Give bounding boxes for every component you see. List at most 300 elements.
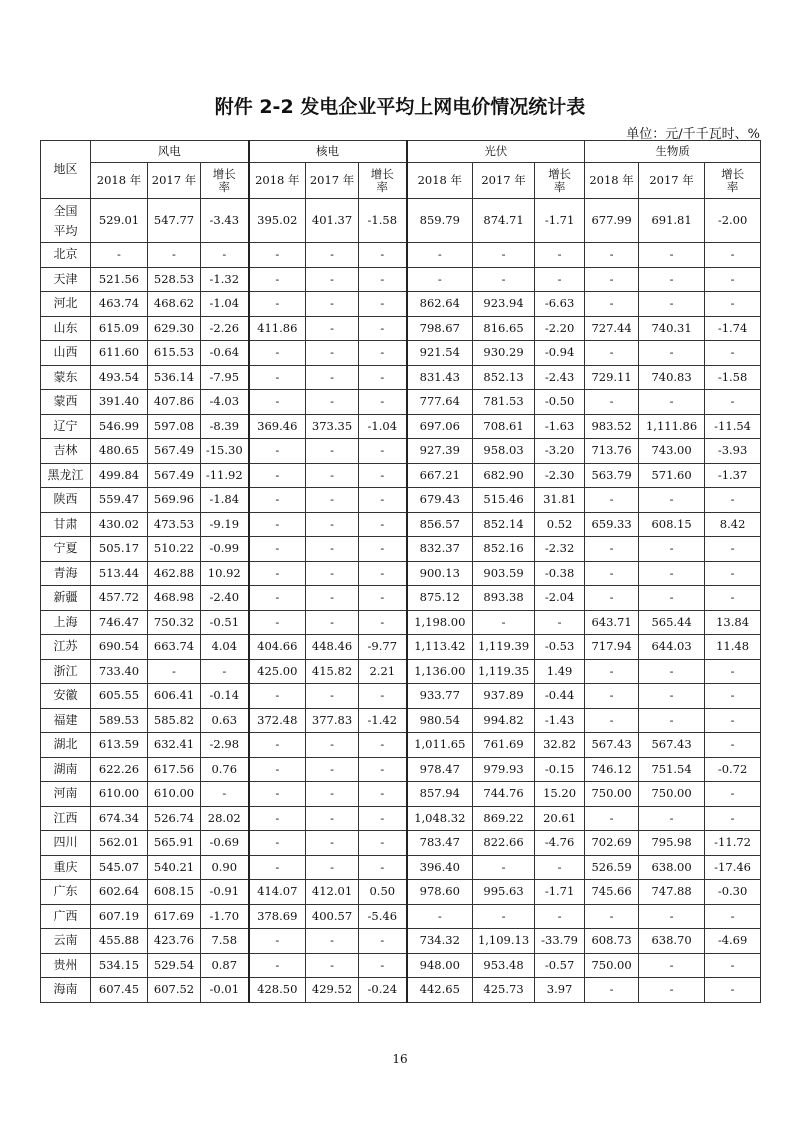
value-cell-solar-2017: 903.59 — [473, 561, 535, 586]
value-cell-biomass-2018: - — [585, 390, 639, 415]
value-cell-solar-growth: -1.71 — [535, 199, 585, 243]
value-cell-wind-2018: 690.54 — [91, 635, 148, 660]
value-cell-biomass-2018: 729.11 — [585, 365, 639, 390]
sub-header-wind-2017: 2017 年 — [148, 163, 201, 199]
region-cell: 蒙东 — [41, 365, 91, 390]
value-cell-wind-2018: 430.02 — [91, 512, 148, 537]
value-cell-nuclear-2017: 401.37 — [306, 199, 359, 243]
value-cell-nuclear-2018: - — [249, 439, 306, 464]
value-cell-biomass-2018: - — [585, 537, 639, 562]
table-row — [41, 341, 761, 366]
value-cell-wind-2018: 546.99 — [91, 414, 148, 439]
value-cell-wind-2017: 569.96 — [148, 488, 201, 513]
table-row — [41, 806, 761, 831]
region-cell: 山东 — [41, 316, 91, 341]
sub-header-wind-2018: 2018 年 — [91, 163, 148, 199]
value-cell-wind-2018: 493.54 — [91, 365, 148, 390]
value-cell-biomass-growth: -11.72 — [705, 831, 761, 856]
table-row — [41, 463, 761, 488]
value-cell-nuclear-2017: 429.52 — [306, 978, 359, 1003]
value-cell-wind-growth: 4.04 — [201, 635, 249, 660]
value-cell-wind-2018: 746.47 — [91, 610, 148, 635]
region-header: 地区 — [41, 141, 91, 199]
value-cell-wind-2017: 607.52 — [148, 978, 201, 1003]
value-cell-biomass-2017: 638.70 — [639, 929, 705, 954]
value-cell-solar-2017: 979.93 — [473, 757, 535, 782]
value-cell-biomass-2018: 563.79 — [585, 463, 639, 488]
value-cell-solar-growth: -2.20 — [535, 316, 585, 341]
value-cell-wind-2017: 526.74 — [148, 806, 201, 831]
value-cell-wind-growth: -0.01 — [201, 978, 249, 1003]
value-cell-nuclear-2017: - — [306, 806, 359, 831]
value-cell-solar-2017: 953.48 — [473, 953, 535, 978]
value-cell-wind-2018: 534.15 — [91, 953, 148, 978]
value-cell-biomass-growth: - — [705, 782, 761, 807]
value-cell-biomass-growth: - — [705, 733, 761, 758]
value-cell-solar-growth: - — [535, 243, 585, 268]
value-cell-nuclear-2018: - — [249, 831, 306, 856]
value-cell-wind-growth: -8.39 — [201, 414, 249, 439]
value-cell-wind-2017: 567.49 — [148, 463, 201, 488]
value-cell-nuclear-growth: -1.42 — [359, 708, 407, 733]
value-cell-biomass-growth: -3.93 — [705, 439, 761, 464]
value-cell-nuclear-2018: - — [249, 365, 306, 390]
value-cell-wind-2017: 473.53 — [148, 512, 201, 537]
value-cell-nuclear-growth: - — [359, 365, 407, 390]
value-cell-biomass-2018: 677.99 — [585, 199, 639, 243]
sub-header-nuclear-2017: 2017 年 — [306, 163, 359, 199]
value-cell-wind-2017: 597.08 — [148, 414, 201, 439]
value-cell-nuclear-2017: - — [306, 292, 359, 317]
value-cell-solar-growth: 1.49 — [535, 659, 585, 684]
value-cell-biomass-2017: 740.83 — [639, 365, 705, 390]
value-cell-nuclear-2018: - — [249, 488, 306, 513]
value-cell-wind-2018: 607.45 — [91, 978, 148, 1003]
region-cell: 广东 — [41, 880, 91, 905]
value-cell-solar-2018: 442.65 — [407, 978, 473, 1003]
value-cell-biomass-2018: 983.52 — [585, 414, 639, 439]
value-cell-biomass-2017: - — [639, 904, 705, 929]
value-cell-nuclear-2017: - — [306, 365, 359, 390]
value-cell-solar-growth: 3.97 — [535, 978, 585, 1003]
value-cell-nuclear-2017: - — [306, 855, 359, 880]
value-cell-wind-2018: 562.01 — [91, 831, 148, 856]
table-row — [41, 488, 761, 513]
region-cell: 新疆 — [41, 586, 91, 611]
value-cell-nuclear-growth: - — [359, 512, 407, 537]
value-cell-nuclear-growth: - — [359, 953, 407, 978]
value-cell-nuclear-2018: - — [249, 292, 306, 317]
value-cell-biomass-2018: 750.00 — [585, 782, 639, 807]
value-cell-wind-2018: 605.55 — [91, 684, 148, 709]
value-cell-biomass-growth: 13.84 — [705, 610, 761, 635]
value-cell-biomass-2017: - — [639, 708, 705, 733]
value-cell-nuclear-2018: - — [249, 586, 306, 611]
value-cell-wind-2017: 540.21 — [148, 855, 201, 880]
value-cell-nuclear-growth: -0.24 — [359, 978, 407, 1003]
value-cell-wind-2018: 463.74 — [91, 292, 148, 317]
value-cell-wind-2017: 632.41 — [148, 733, 201, 758]
table-row — [41, 561, 761, 586]
region-cell: 陕西 — [41, 488, 91, 513]
value-cell-nuclear-growth: - — [359, 831, 407, 856]
value-cell-biomass-growth: - — [705, 586, 761, 611]
value-cell-solar-2017: 781.53 — [473, 390, 535, 415]
value-cell-nuclear-2017: - — [306, 439, 359, 464]
value-cell-nuclear-2017: 373.35 — [306, 414, 359, 439]
table-row — [41, 439, 761, 464]
value-cell-nuclear-growth: - — [359, 267, 407, 292]
value-cell-biomass-growth: - — [705, 341, 761, 366]
value-cell-wind-2018: 615.09 — [91, 316, 148, 341]
value-cell-wind-2017: 663.74 — [148, 635, 201, 660]
value-cell-solar-2018: 927.39 — [407, 439, 473, 464]
value-cell-wind-growth: -11.92 — [201, 463, 249, 488]
value-cell-solar-2017: - — [473, 904, 535, 929]
table-row — [41, 414, 761, 439]
value-cell-solar-2018: 396.40 — [407, 855, 473, 880]
value-cell-biomass-growth: -17.46 — [705, 855, 761, 880]
table-row — [41, 199, 761, 243]
region-cell: 天津 — [41, 267, 91, 292]
value-cell-nuclear-growth: - — [359, 463, 407, 488]
value-cell-wind-2017: 468.98 — [148, 586, 201, 611]
value-cell-wind-growth: -0.69 — [201, 831, 249, 856]
value-cell-nuclear-2017: - — [306, 929, 359, 954]
value-cell-nuclear-2017: - — [306, 488, 359, 513]
page-number: 16 — [392, 1052, 408, 1066]
value-cell-wind-growth: -1.04 — [201, 292, 249, 317]
value-cell-biomass-growth: -1.74 — [705, 316, 761, 341]
value-cell-wind-2018: 391.40 — [91, 390, 148, 415]
value-cell-biomass-growth: - — [705, 561, 761, 586]
value-cell-wind-growth: -0.99 — [201, 537, 249, 562]
value-cell-wind-2018: 521.56 — [91, 267, 148, 292]
value-cell-nuclear-growth: - — [359, 341, 407, 366]
region-cell: 四川 — [41, 831, 91, 856]
value-cell-nuclear-growth: - — [359, 537, 407, 562]
value-cell-biomass-growth: - — [705, 904, 761, 929]
value-cell-biomass-growth: - — [705, 390, 761, 415]
value-cell-nuclear-2017: - — [306, 316, 359, 341]
group-header-solar: 光伏 — [407, 141, 585, 163]
value-cell-solar-2018: 777.64 — [407, 390, 473, 415]
value-cell-nuclear-growth: - — [359, 586, 407, 611]
value-cell-solar-growth: 20.61 — [535, 806, 585, 831]
price-statistics-table — [40, 140, 761, 1003]
value-cell-nuclear-2017: - — [306, 512, 359, 537]
region-cell: 河南 — [41, 782, 91, 807]
value-cell-biomass-2018: - — [585, 978, 639, 1003]
region-cell: 江苏 — [41, 635, 91, 660]
value-cell-nuclear-growth: -1.04 — [359, 414, 407, 439]
value-cell-wind-growth: -4.03 — [201, 390, 249, 415]
value-cell-biomass-2018: 643.71 — [585, 610, 639, 635]
value-cell-biomass-growth: -1.58 — [705, 365, 761, 390]
value-cell-solar-growth: - — [535, 610, 585, 635]
value-cell-solar-growth: -1.63 — [535, 414, 585, 439]
sub-header-biomass-2018: 2018 年 — [585, 163, 639, 199]
value-cell-solar-2018: 832.37 — [407, 537, 473, 562]
value-cell-solar-growth: -1.71 — [535, 880, 585, 905]
table-row — [41, 782, 761, 807]
value-cell-biomass-2018: 713.76 — [585, 439, 639, 464]
value-cell-solar-2018: 1,198.00 — [407, 610, 473, 635]
value-cell-biomass-2017: 795.98 — [639, 831, 705, 856]
value-cell-solar-2017: 682.90 — [473, 463, 535, 488]
value-cell-wind-growth: 0.76 — [201, 757, 249, 782]
value-cell-biomass-2018: 746.12 — [585, 757, 639, 782]
sub-header-solar-2018: 2018 年 — [407, 163, 473, 199]
value-cell-biomass-growth: - — [705, 243, 761, 268]
value-cell-nuclear-2017: - — [306, 267, 359, 292]
value-cell-nuclear-growth: - — [359, 929, 407, 954]
value-cell-solar-growth: 15.20 — [535, 782, 585, 807]
value-cell-biomass-2017: 740.31 — [639, 316, 705, 341]
value-cell-solar-2017: 708.61 — [473, 414, 535, 439]
value-cell-solar-2018: 900.13 — [407, 561, 473, 586]
value-cell-nuclear-2017: - — [306, 463, 359, 488]
value-cell-nuclear-2018: - — [249, 267, 306, 292]
table-row — [41, 365, 761, 390]
value-cell-solar-2018: 1,113.42 — [407, 635, 473, 660]
value-cell-solar-2018: 948.00 — [407, 953, 473, 978]
value-cell-solar-2018: 978.60 — [407, 880, 473, 905]
value-cell-biomass-2017: - — [639, 806, 705, 831]
value-cell-nuclear-growth: - — [359, 806, 407, 831]
value-cell-wind-growth: 0.90 — [201, 855, 249, 880]
value-cell-nuclear-2018: - — [249, 561, 306, 586]
value-cell-wind-2017: 423.76 — [148, 929, 201, 954]
value-cell-solar-2017: 515.46 — [473, 488, 535, 513]
value-cell-biomass-growth: -2.00 — [705, 199, 761, 243]
table-row — [41, 978, 761, 1003]
value-cell-solar-2017: 1,119.39 — [473, 635, 535, 660]
value-cell-solar-2018: - — [407, 904, 473, 929]
value-cell-solar-2018: 921.54 — [407, 341, 473, 366]
value-cell-wind-2018: 622.26 — [91, 757, 148, 782]
value-cell-wind-growth: 0.87 — [201, 953, 249, 978]
value-cell-wind-2017: 547.77 — [148, 199, 201, 243]
value-cell-solar-2018: 1,136.00 — [407, 659, 473, 684]
value-cell-biomass-2018: 717.94 — [585, 635, 639, 660]
value-cell-nuclear-growth: - — [359, 733, 407, 758]
table-row — [41, 610, 761, 635]
value-cell-biomass-2018: 659.33 — [585, 512, 639, 537]
value-cell-biomass-2018: - — [585, 267, 639, 292]
sub-header-biomass-2017: 2017 年 — [639, 163, 705, 199]
region-cell: 安徽 — [41, 684, 91, 709]
value-cell-biomass-2017: 567.43 — [639, 733, 705, 758]
table-row — [41, 586, 761, 611]
value-cell-solar-growth: -4.76 — [535, 831, 585, 856]
value-cell-wind-growth: 7.58 — [201, 929, 249, 954]
value-cell-nuclear-growth: - — [359, 243, 407, 268]
value-cell-nuclear-2018: 425.00 — [249, 659, 306, 684]
unit-note: 单位：元/千千瓦时、% — [626, 127, 760, 142]
group-header-nuclear: 核电 — [249, 141, 407, 163]
value-cell-biomass-2018: - — [585, 684, 639, 709]
value-cell-nuclear-growth: 2.21 — [359, 659, 407, 684]
value-cell-nuclear-2018: - — [249, 733, 306, 758]
value-cell-wind-2017: - — [148, 659, 201, 684]
value-cell-nuclear-growth: - — [359, 757, 407, 782]
value-cell-biomass-2018: - — [585, 708, 639, 733]
value-cell-wind-2017: 510.22 — [148, 537, 201, 562]
value-cell-nuclear-2018: - — [249, 390, 306, 415]
region-cell: 黑龙江 — [41, 463, 91, 488]
table-row — [41, 855, 761, 880]
value-cell-nuclear-2018: - — [249, 537, 306, 562]
value-cell-nuclear-2018: 411.86 — [249, 316, 306, 341]
value-cell-nuclear-2018: - — [249, 610, 306, 635]
value-cell-nuclear-2017: - — [306, 341, 359, 366]
value-cell-solar-growth: -0.94 — [535, 341, 585, 366]
value-cell-biomass-growth: -0.72 — [705, 757, 761, 782]
value-cell-solar-growth: -2.04 — [535, 586, 585, 611]
table-header — [41, 141, 761, 199]
region-cell: 浙江 — [41, 659, 91, 684]
value-cell-nuclear-2018: - — [249, 341, 306, 366]
value-cell-biomass-2017: - — [639, 292, 705, 317]
value-cell-solar-2017: 874.71 — [473, 199, 535, 243]
value-cell-nuclear-2018: - — [249, 953, 306, 978]
value-cell-solar-growth: -6.63 — [535, 292, 585, 317]
value-cell-biomass-growth: 11.48 — [705, 635, 761, 660]
value-cell-nuclear-2018: 369.46 — [249, 414, 306, 439]
table-row — [41, 659, 761, 684]
value-cell-nuclear-growth: -5.46 — [359, 904, 407, 929]
value-cell-solar-growth: -3.20 — [535, 439, 585, 464]
table-row — [41, 390, 761, 415]
value-cell-solar-2017: - — [473, 267, 535, 292]
value-cell-nuclear-growth: - — [359, 855, 407, 880]
value-cell-solar-growth: -0.53 — [535, 635, 585, 660]
value-cell-wind-2018: 611.60 — [91, 341, 148, 366]
region-cell: 河北 — [41, 292, 91, 317]
value-cell-solar-2018: 679.43 — [407, 488, 473, 513]
value-cell-nuclear-2018: 378.69 — [249, 904, 306, 929]
value-cell-nuclear-growth: - — [359, 782, 407, 807]
value-cell-nuclear-2017: - — [306, 537, 359, 562]
value-cell-wind-growth: 10.92 — [201, 561, 249, 586]
value-cell-solar-2017: 923.94 — [473, 292, 535, 317]
value-cell-wind-2017: 468.62 — [148, 292, 201, 317]
value-cell-wind-growth: -2.98 — [201, 733, 249, 758]
value-cell-biomass-2017: 644.03 — [639, 635, 705, 660]
value-cell-biomass-2018: - — [585, 243, 639, 268]
value-cell-biomass-2017: 750.00 — [639, 782, 705, 807]
value-cell-wind-growth: -1.32 — [201, 267, 249, 292]
value-cell-nuclear-2017: 412.01 — [306, 880, 359, 905]
value-cell-nuclear-2017: - — [306, 782, 359, 807]
document-title: 附件 2-2 发电企业平均上网电价情况统计表 — [214, 96, 586, 118]
value-cell-nuclear-2018: 414.07 — [249, 880, 306, 905]
value-cell-wind-2018: 505.17 — [91, 537, 148, 562]
value-cell-solar-2017: - — [473, 855, 535, 880]
value-cell-biomass-2017: - — [639, 243, 705, 268]
value-cell-nuclear-2017: - — [306, 586, 359, 611]
value-cell-solar-growth: -2.43 — [535, 365, 585, 390]
value-cell-wind-2018: 513.44 — [91, 561, 148, 586]
value-cell-wind-2017: 615.53 — [148, 341, 201, 366]
region-cell: 海南 — [41, 978, 91, 1003]
value-cell-biomass-growth: -1.37 — [705, 463, 761, 488]
value-cell-nuclear-2017: - — [306, 953, 359, 978]
value-cell-biomass-growth: -4.69 — [705, 929, 761, 954]
region-cell: 重庆 — [41, 855, 91, 880]
value-cell-nuclear-2017: 448.46 — [306, 635, 359, 660]
value-cell-solar-2017: 852.13 — [473, 365, 535, 390]
value-cell-biomass-2017: - — [639, 341, 705, 366]
region-cell: 江西 — [41, 806, 91, 831]
sub-header-solar-2017: 2017 年 — [473, 163, 535, 199]
value-cell-wind-growth: -9.19 — [201, 512, 249, 537]
value-cell-wind-2018: 589.53 — [91, 708, 148, 733]
value-cell-nuclear-2018: 395.02 — [249, 199, 306, 243]
value-cell-biomass-2018: 608.73 — [585, 929, 639, 954]
value-cell-biomass-growth: -0.30 — [705, 880, 761, 905]
value-cell-biomass-growth: - — [705, 684, 761, 709]
value-cell-solar-2017: 761.69 — [473, 733, 535, 758]
value-cell-solar-growth: -0.57 — [535, 953, 585, 978]
value-cell-wind-2017: 528.53 — [148, 267, 201, 292]
value-cell-solar-2018: 783.47 — [407, 831, 473, 856]
value-cell-nuclear-2018: - — [249, 512, 306, 537]
value-cell-solar-growth: -0.38 — [535, 561, 585, 586]
value-cell-biomass-2017: 565.44 — [639, 610, 705, 635]
value-cell-nuclear-2017: 400.57 — [306, 904, 359, 929]
value-cell-wind-2017: 617.56 — [148, 757, 201, 782]
value-cell-wind-2018: 545.07 — [91, 855, 148, 880]
value-cell-biomass-2017: 1,111.86 — [639, 414, 705, 439]
value-cell-solar-2018: 862.64 — [407, 292, 473, 317]
value-cell-solar-2018: 859.79 — [407, 199, 473, 243]
table-row — [41, 733, 761, 758]
value-cell-biomass-2017: - — [639, 978, 705, 1003]
value-cell-solar-growth: -33.79 — [535, 929, 585, 954]
value-cell-solar-2017: 995.63 — [473, 880, 535, 905]
value-cell-biomass-2017: - — [639, 267, 705, 292]
value-cell-solar-2018: 980.54 — [407, 708, 473, 733]
value-cell-biomass-growth: - — [705, 488, 761, 513]
value-cell-nuclear-2017: - — [306, 733, 359, 758]
value-cell-wind-growth: -1.70 — [201, 904, 249, 929]
value-cell-wind-2017: 407.86 — [148, 390, 201, 415]
sub-header-row — [41, 163, 761, 199]
region-cell: 福建 — [41, 708, 91, 733]
value-cell-solar-2017: 869.22 — [473, 806, 535, 831]
value-cell-biomass-2018: - — [585, 904, 639, 929]
table-row — [41, 316, 761, 341]
value-cell-solar-growth: -2.32 — [535, 537, 585, 562]
table-row — [41, 635, 761, 660]
value-cell-nuclear-growth: - — [359, 439, 407, 464]
value-cell-nuclear-2018: - — [249, 757, 306, 782]
value-cell-wind-2018: 559.47 — [91, 488, 148, 513]
region-cell: 蒙西 — [41, 390, 91, 415]
value-cell-wind-2018: 674.34 — [91, 806, 148, 831]
value-cell-nuclear-2018: - — [249, 684, 306, 709]
value-cell-nuclear-2017: - — [306, 684, 359, 709]
value-cell-solar-2017: 994.82 — [473, 708, 535, 733]
value-cell-biomass-2017: - — [639, 953, 705, 978]
value-cell-wind-growth: 28.02 — [201, 806, 249, 831]
value-cell-biomass-2017: - — [639, 390, 705, 415]
value-cell-wind-2018: 733.40 — [91, 659, 148, 684]
region-cell: 吉林 — [41, 439, 91, 464]
value-cell-wind-2017: 567.49 — [148, 439, 201, 464]
